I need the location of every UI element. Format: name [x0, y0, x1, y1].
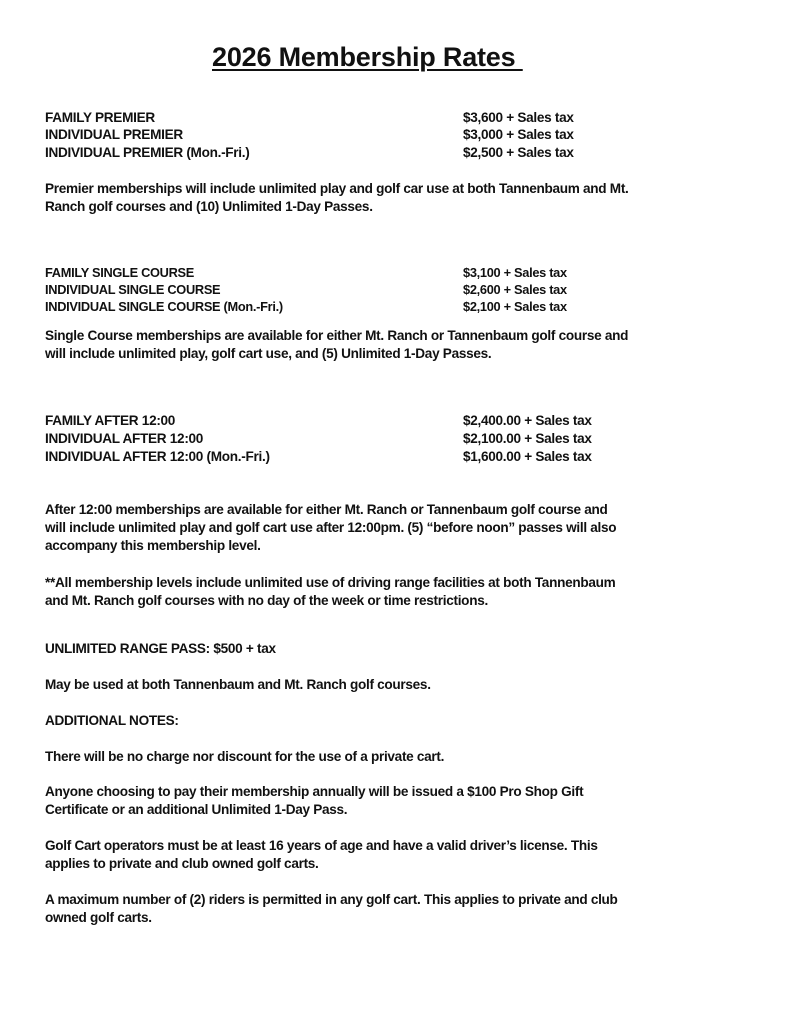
- range-pass-heading: UNLIMITED RANGE PASS: $500 + tax: [45, 641, 276, 656]
- premier-description: [45, 180, 745, 216]
- text-line: will include unlimited play, golf cart use, and (5) Unlimited 1-Day Passes.: [45, 346, 492, 361]
- after-noon-description: [45, 501, 745, 555]
- rate-price: $2,400.00 + Sales tax: [463, 413, 592, 428]
- rate-name: INDIVIDUAL AFTER 12:00: [45, 431, 204, 446]
- rate-price: $3,000 + Sales tax: [463, 127, 574, 142]
- rate-price: $2,100.00 + Sales tax: [463, 431, 592, 446]
- rate-name: INDIVIDUAL PREMIER: [45, 127, 183, 142]
- rate-price: $2,600 + Sales tax: [463, 282, 567, 297]
- text-line: There will be no charge nor discount for the use of a private cart.: [45, 749, 445, 764]
- range-pass-description: May be used at both Tannenbaum and Mt. Ranch golf courses.: [45, 677, 431, 692]
- text-line: Premier memberships will include unlimited play and golf car use at both Tannenbaum and Mt.: [45, 181, 629, 196]
- page-title: 2026 Membership Rates: [212, 42, 523, 72]
- rate-price: $2,100 + Sales tax: [463, 299, 567, 314]
- rate-name: FAMILY AFTER 12:00: [45, 413, 176, 428]
- text-line: A maximum number of (2) riders is permitted in any golf cart. This applies to private and club: [45, 892, 618, 907]
- rate-name: INDIVIDUAL SINGLE COURSE: [45, 282, 221, 297]
- text-line: applies to private and club owned golf carts.: [45, 856, 319, 871]
- text-line: Ranch golf courses and (10) Unlimited 1-Day Passes.: [45, 199, 373, 214]
- text-line: will include unlimited play and golf cart use after 12:00pm. (5) “before noon” passes will also: [45, 520, 617, 535]
- rate-name: FAMILY SINGLE COURSE: [45, 265, 195, 280]
- text-line: Anyone choosing to pay their membership annually will be issued a $100 Pro Shop Gift: [45, 784, 584, 799]
- note-item: [45, 748, 745, 766]
- note-item: [45, 783, 745, 819]
- rate-name: INDIVIDUAL SINGLE COURSE (Mon.-Fri.): [45, 299, 283, 314]
- note-item: [45, 891, 745, 927]
- rate-name: FAMILY PREMIER: [45, 110, 155, 125]
- rate-price: $3,100 + Sales tax: [463, 265, 567, 280]
- rate-price: $1,600.00 + Sales tax: [463, 449, 592, 464]
- text-line: Single Course memberships are available for either Mt. Ranch or Tannenbaum golf course and: [45, 328, 629, 343]
- text-line: **All membership levels include unlimited use of driving range facilities at both Tannenbaum: [45, 575, 616, 590]
- single-course-description: [45, 327, 745, 363]
- additional-notes-heading: ADDITIONAL NOTES:: [45, 713, 179, 728]
- range-facilities-note: [45, 574, 745, 610]
- text-line: Golf Cart operators must be at least 16 years of age and have a valid driver’s license. This: [45, 838, 598, 853]
- rate-price: $3,600 + Sales tax: [463, 110, 574, 125]
- note-item: [45, 837, 745, 873]
- text-line: owned golf carts.: [45, 910, 152, 925]
- text-line: After 12:00 memberships are available for either Mt. Ranch or Tannenbaum golf course and: [45, 502, 608, 517]
- text-line: and Mt. Ranch golf courses with no day of the week or time restrictions.: [45, 593, 488, 608]
- rate-price: $2,500 + Sales tax: [463, 145, 574, 160]
- rate-name: INDIVIDUAL PREMIER (Mon.-Fri.): [45, 145, 250, 160]
- text-line: accompany this membership level.: [45, 538, 261, 553]
- text-line: Certificate or an additional Unlimited 1-Day Pass.: [45, 802, 348, 817]
- rate-name: INDIVIDUAL AFTER 12:00 (Mon.-Fri.): [45, 449, 270, 464]
